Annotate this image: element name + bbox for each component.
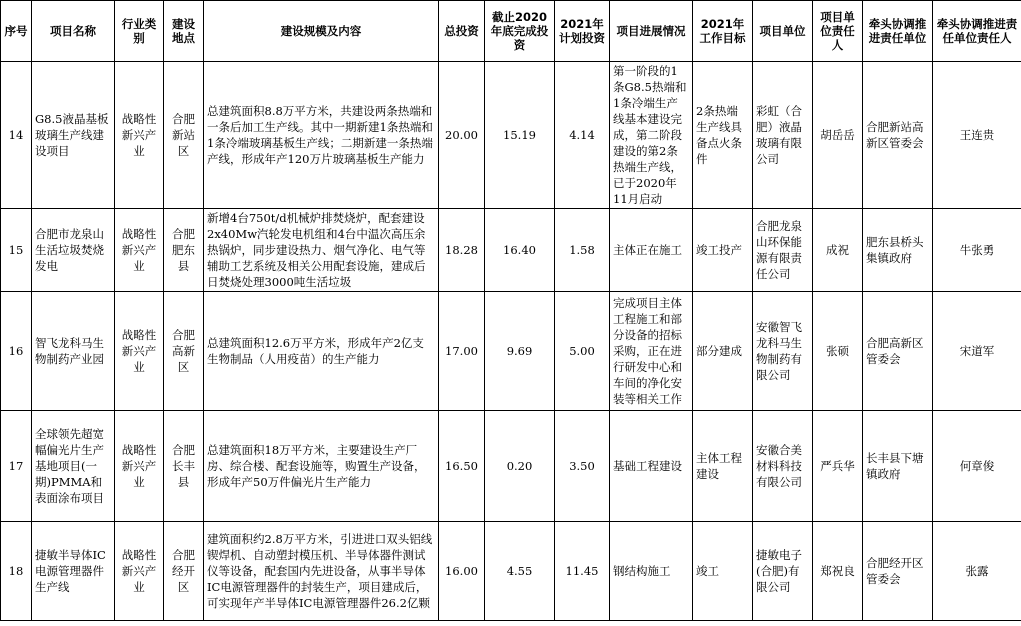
cell-completed-2020: 4.55 <box>485 522 555 621</box>
cell-total-investment: 16.50 <box>439 411 485 522</box>
cell-coord-leader: 宋道军 <box>933 292 1021 411</box>
cell-progress: 主体正在施工 <box>610 209 693 292</box>
cell-unit: 安徽智飞龙科马生物制药有限公司 <box>753 292 813 411</box>
cell-location: 合肥经开区 <box>164 522 204 621</box>
cell-unit: 捷敏电子(合肥)有限公司 <box>753 522 813 621</box>
cell-seq: 17 <box>1 411 32 522</box>
cell-name: 智飞龙科马生物制药产业园 <box>32 292 115 411</box>
cell-target-2021: 竣工投产 <box>693 209 753 292</box>
cell-target-2021: 主体工程建设 <box>693 411 753 522</box>
table-row <box>1 411 1021 522</box>
cell-seq: 18 <box>1 522 32 621</box>
header-total-investment: 总投资 <box>439 1 485 62</box>
cell-industry: 战略性新兴产业 <box>115 209 164 292</box>
header-name: 项目名称 <box>32 1 115 62</box>
cell-industry: 战略性新兴产业 <box>115 522 164 621</box>
cell-seq: 14 <box>1 62 32 209</box>
cell-location: 合肥长丰县 <box>164 411 204 522</box>
cell-unit-leader: 张硕 <box>813 292 863 411</box>
cell-industry: 战略性新兴产业 <box>115 292 164 411</box>
header-progress: 项目进展情况 <box>610 1 693 62</box>
header-plan-2021: 2021年计划投资 <box>555 1 610 62</box>
cell-progress: 基础工程建设 <box>610 411 693 522</box>
cell-coord-leader: 何章俊 <box>933 411 1021 522</box>
cell-name: 捷敏半导体IC电源管理器件生产线 <box>32 522 115 621</box>
cell-unit: 彩虹（合肥）液晶玻璃有限公司 <box>753 62 813 209</box>
cell-total-investment: 16.00 <box>439 522 485 621</box>
header-location: 建设地点 <box>164 1 204 62</box>
cell-industry: 战略性新兴产业 <box>115 62 164 209</box>
cell-plan-2021: 4.14 <box>555 62 610 209</box>
header-coord-unit: 牵头协调推进责任单位 <box>863 1 933 62</box>
cell-total-investment: 18.28 <box>439 209 485 292</box>
header-unit-leader: 项目单位责任人 <box>813 1 863 62</box>
table-row <box>1 209 1021 292</box>
table-row <box>1 62 1021 209</box>
cell-location: 合肥肥东县 <box>164 209 204 292</box>
cell-progress: 第一阶段的1条G8.5热端和1条冷端生产线基本建设完成，第二阶段建设的第2条热端生产线，已于2020年11月启动 <box>610 62 693 209</box>
table-row <box>1 292 1021 411</box>
cell-total-investment: 20.00 <box>439 62 485 209</box>
header-coord-leader: 牵头协调推进责任单位责任人 <box>933 1 1021 62</box>
cell-plan-2021: 1.58 <box>555 209 610 292</box>
cell-coord-unit: 肥东县桥头集镇政府 <box>863 209 933 292</box>
header-completed-2020: 截止2020年底完成投资 <box>485 1 555 62</box>
cell-target-2021: 2条热端生产线具备点火条件 <box>693 62 753 209</box>
cell-coord-leader: 张露 <box>933 522 1021 621</box>
cell-plan-2021: 11.45 <box>555 522 610 621</box>
header-scale: 建设规模及内容 <box>204 1 439 62</box>
cell-scale: 新增4台750t/d机械炉排焚烧炉，配套建设2x40Mw汽轮发电机组和4台中温次高压余热锅炉，同步建设热力、烟气净化、电气等辅助工艺系统及相关公用配套设施，建成后日焚烧处理3000吨生活垃圾 <box>204 209 439 292</box>
cell-seq: 15 <box>1 209 32 292</box>
cell-coord-leader: 牛张勇 <box>933 209 1021 292</box>
cell-location: 合肥高新区 <box>164 292 204 411</box>
cell-seq: 16 <box>1 292 32 411</box>
cell-unit: 安徽合美材料科技有限公司 <box>753 411 813 522</box>
cell-name: 全球领先超宽幅偏光片生产基地项目(一期)PMMA和表面涂布项目 <box>32 411 115 522</box>
cell-unit-leader: 郑祝良 <box>813 522 863 621</box>
cell-name: G8.5液晶基板玻璃生产线建设项目 <box>32 62 115 209</box>
cell-scale: 总建筑面积12.6万平方米，形成年产2亿支生物制品（人用疫苗）的生产能力 <box>204 292 439 411</box>
cell-unit-leader: 成祝 <box>813 209 863 292</box>
header-seq: 序号 <box>1 1 32 62</box>
table-row <box>1 522 1021 621</box>
cell-coord-unit: 合肥高新区管委会 <box>863 292 933 411</box>
cell-plan-2021: 5.00 <box>555 292 610 411</box>
cell-target-2021: 部分建成 <box>693 292 753 411</box>
cell-coord-unit: 合肥经开区管委会 <box>863 522 933 621</box>
cell-location: 合肥新站区 <box>164 62 204 209</box>
cell-total-investment: 17.00 <box>439 292 485 411</box>
cell-coord-leader: 王连贵 <box>933 62 1021 209</box>
cell-plan-2021: 3.50 <box>555 411 610 522</box>
cell-unit: 合肥龙泉山环保能源有限责任公司 <box>753 209 813 292</box>
cell-completed-2020: 15.19 <box>485 62 555 209</box>
cell-scale: 总建筑面积18万平方米，主要建设生产厂房、综合楼、配套设施等，购置生产设备，形成年产50万件偏光片生产能力 <box>204 411 439 522</box>
cell-coord-unit: 合肥新站高新区管委会 <box>863 62 933 209</box>
cell-target-2021: 竣工 <box>693 522 753 621</box>
cell-completed-2020: 0.20 <box>485 411 555 522</box>
header-unit: 项目单位 <box>753 1 813 62</box>
header-industry: 行业类别 <box>115 1 164 62</box>
cell-progress: 完成项目主体工程施工和部分设备的招标采购，正在进行研发中心和车间的净化安装等相关工作 <box>610 292 693 411</box>
cell-progress: 钢结构施工 <box>610 522 693 621</box>
cell-unit-leader: 胡岳岳 <box>813 62 863 209</box>
cell-name: 合肥市龙泉山生活垃圾焚烧发电 <box>32 209 115 292</box>
cell-scale: 建筑面积约2.8万平方米，引进进口双头铝线锲焊机、自动塑封模压机、半导体器件测试仪等设备，配套国内先进设备，从事半导体IC电源管理器件的封装生产，项目建成后，可实现年产半导体IC电源管理器件26.2亿颗 <box>204 522 439 621</box>
cell-coord-unit: 长丰县下塘镇政府 <box>863 411 933 522</box>
cell-scale: 总建筑面积8.8万平方米，共建设两条热端和一条后加工生产线。其中一期新建1条热端和1条冷端玻璃基板生产线；二期新建一条热端产线，形成年产120万片玻璃基板生产能力 <box>204 62 439 209</box>
cell-completed-2020: 16.40 <box>485 209 555 292</box>
cell-industry: 战略性新兴产业 <box>115 411 164 522</box>
header-target-2021: 2021年工作目标 <box>693 1 753 62</box>
header-row <box>1 1 1021 62</box>
cell-unit-leader: 严兵华 <box>813 411 863 522</box>
cell-completed-2020: 9.69 <box>485 292 555 411</box>
